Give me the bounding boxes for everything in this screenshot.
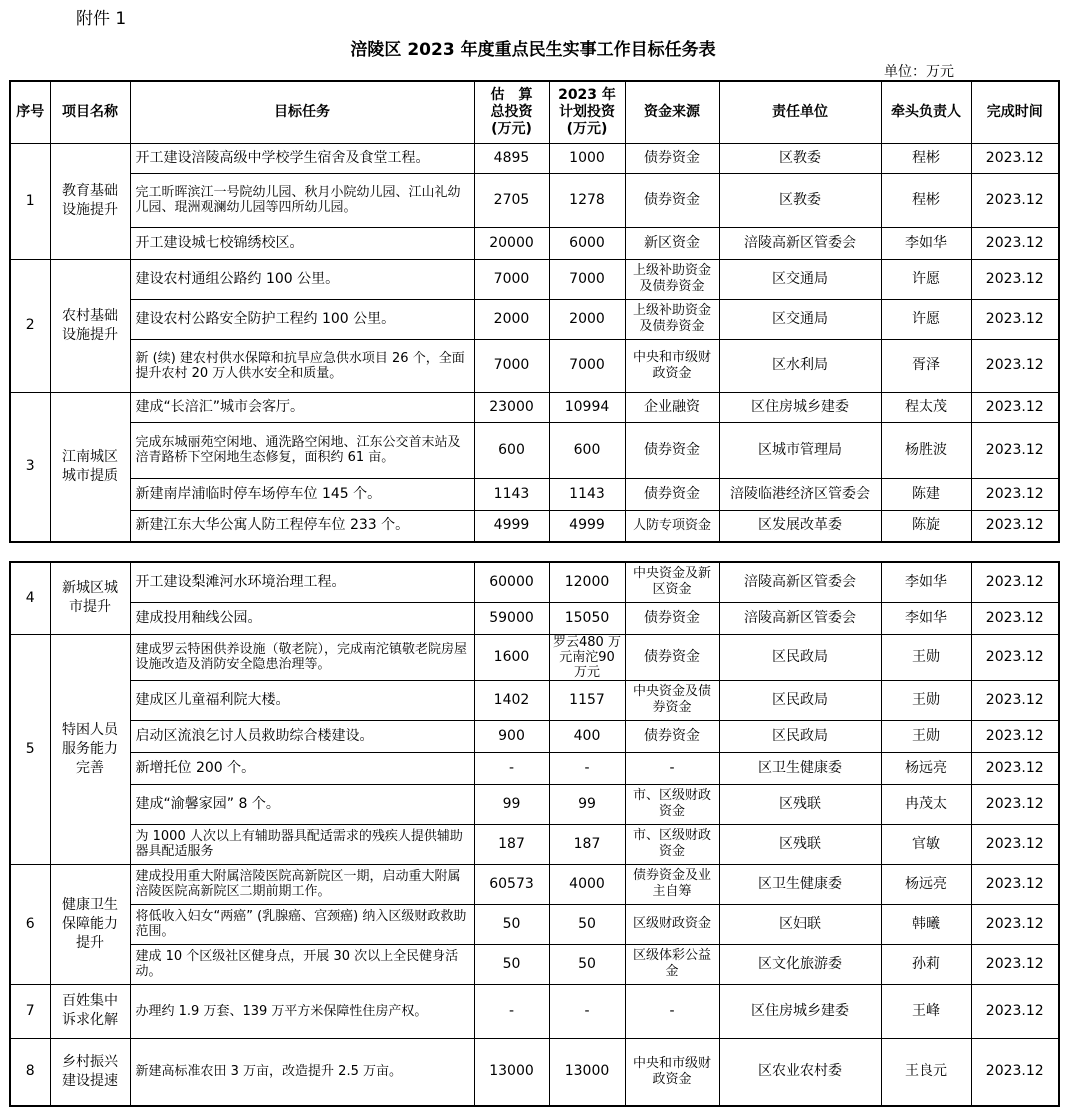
total-investment-cell: 4999 xyxy=(474,510,549,542)
total-investment-cell: 50 xyxy=(474,944,549,984)
plan-investment-cell: - xyxy=(549,984,625,1038)
group-number: 6 xyxy=(10,864,50,984)
plan-investment-cell: 50 xyxy=(549,904,625,944)
total-investment-cell: 900 xyxy=(474,720,549,752)
leader-cell: 王峰 xyxy=(881,984,971,1038)
leader-cell: 王勋 xyxy=(881,634,971,680)
leader-cell: 程彬 xyxy=(881,173,971,227)
leader-cell: 杨胜波 xyxy=(881,422,971,478)
leader-cell: 冉茂太 xyxy=(881,784,971,824)
total-investment-cell: 1143 xyxy=(474,478,549,510)
table-row xyxy=(10,634,1059,680)
page-title: 涪陵区 2023 年度重点民生实事工作目标任务表 xyxy=(350,40,716,60)
completion-time-cell: 2023.12 xyxy=(971,944,1059,984)
completion-time-cell: 2023.12 xyxy=(971,339,1059,392)
task-cell: 开工建设城七校锦绣校区。 xyxy=(130,227,474,259)
fund-source-cell: 债券资金 xyxy=(625,478,719,510)
task-cell: 新增托位 200 个。 xyxy=(130,752,474,784)
leader-cell: 官敏 xyxy=(881,824,971,864)
table-row xyxy=(10,602,1059,634)
plan-investment-cell: 50 xyxy=(549,944,625,984)
task-cell: 完成东城丽苑空闲地、通洗路空闲地、江东公交首末站及涪青路桥下空闲地生态修复，面积约 61 亩。 xyxy=(130,422,474,478)
completion-time-cell: 2023.12 xyxy=(971,510,1059,542)
responsible-unit-cell: 区文化旅游委 xyxy=(719,944,881,984)
total-investment-cell: 50 xyxy=(474,904,549,944)
responsible-unit-cell: 区残联 xyxy=(719,784,881,824)
responsible-unit-cell: 区交通局 xyxy=(719,299,881,339)
total-investment-cell: 60000 xyxy=(474,562,549,602)
group-name: 乡村振兴建设提速 xyxy=(50,1038,130,1106)
plan-investment-cell: 1143 xyxy=(549,478,625,510)
col-project: 项目名称 xyxy=(50,81,130,143)
completion-time-cell: 2023.12 xyxy=(971,227,1059,259)
completion-time-cell: 2023.12 xyxy=(971,299,1059,339)
total-investment-cell: 187 xyxy=(474,824,549,864)
task-cell: 建成 10 个区级社区健身点，开展 30 次以上全民健身活动。 xyxy=(130,944,474,984)
col-plan xyxy=(549,81,625,143)
col-total-l1: 估 算 xyxy=(490,86,533,103)
group-number: 7 xyxy=(10,984,50,1038)
leader-cell: 韩曦 xyxy=(881,904,971,944)
task-table-part-2 xyxy=(9,561,1060,1107)
fund-source-cell: 债券资金 xyxy=(625,422,719,478)
total-investment-cell: 2705 xyxy=(474,173,549,227)
group-number: 4 xyxy=(10,562,50,634)
plan-investment-cell: 400 xyxy=(549,720,625,752)
completion-time-cell: 2023.12 xyxy=(971,392,1059,422)
table-row xyxy=(10,510,1059,542)
completion-time-cell: 2023.12 xyxy=(971,478,1059,510)
completion-time-cell: 2023.12 xyxy=(971,864,1059,904)
group-name: 健康卫生保障能力提升 xyxy=(50,864,130,984)
col-plan-l2: 计划投资 xyxy=(559,103,615,120)
fund-source-cell: 新区资金 xyxy=(625,227,719,259)
leader-cell: 杨远亮 xyxy=(881,864,971,904)
total-investment-cell: 23000 xyxy=(474,392,549,422)
responsible-unit-cell: 区教委 xyxy=(719,173,881,227)
total-investment-cell: 4895 xyxy=(474,143,549,173)
plan-investment-cell: 1000 xyxy=(549,143,625,173)
total-investment-cell: 1600 xyxy=(474,634,549,680)
col-plan-l3: (万元) xyxy=(566,120,608,137)
completion-time-cell: 2023.12 xyxy=(971,1038,1059,1106)
col-fund: 资金来源 xyxy=(625,81,719,143)
table-row xyxy=(10,984,1059,1038)
total-investment-cell: 60573 xyxy=(474,864,549,904)
responsible-unit-cell: 区农业农村委 xyxy=(719,1038,881,1106)
plan-investment-cell: 4000 xyxy=(549,864,625,904)
plan-investment-cell: 15050 xyxy=(549,602,625,634)
plan-investment-cell: 1157 xyxy=(549,680,625,720)
fund-source-cell: 人防专项资金 xyxy=(625,510,719,542)
task-cell: 将低收入妇女“两癌” (乳腺癌、宫颈癌) 纳入区级财政救助范围。 xyxy=(130,904,474,944)
task-cell: 办理约 1.9 万套、139 万平方米保障性住房产权。 xyxy=(130,984,474,1038)
completion-time-cell: 2023.12 xyxy=(971,173,1059,227)
col-dept: 责任单位 xyxy=(719,81,881,143)
completion-time-cell: 2023.12 xyxy=(971,602,1059,634)
total-investment-cell: 2000 xyxy=(474,299,549,339)
task-cell: 建成“长涪汇”城市会客厅。 xyxy=(130,392,474,422)
total-investment-cell: 13000 xyxy=(474,1038,549,1106)
completion-time-cell: 2023.12 xyxy=(971,784,1059,824)
responsible-unit-cell: 区妇联 xyxy=(719,904,881,944)
table-row xyxy=(10,720,1059,752)
responsible-unit-cell: 区发展改革委 xyxy=(719,510,881,542)
col-total-l2: 总投资 xyxy=(490,103,533,120)
completion-time-cell: 2023.12 xyxy=(971,904,1059,944)
plan-investment-cell: 10994 xyxy=(549,392,625,422)
fund-source-cell: 债券资金 xyxy=(625,143,719,173)
table-header-row xyxy=(10,81,1059,143)
plan-investment-cell: 1278 xyxy=(549,173,625,227)
total-investment-cell: 59000 xyxy=(474,602,549,634)
completion-time-cell: 2023.12 xyxy=(971,259,1059,299)
responsible-unit-cell: 区卫生健康委 xyxy=(719,864,881,904)
fund-source-cell: 市、区级财政资金 xyxy=(625,784,719,824)
table-row xyxy=(10,904,1059,944)
fund-source-cell: 债券资金 xyxy=(625,173,719,227)
fund-source-cell: 区级财政资金 xyxy=(625,904,719,944)
col-task: 目标任务 xyxy=(130,81,474,143)
group-number: 1 xyxy=(10,143,50,259)
fund-source-cell: 上级补助资金及债券资金 xyxy=(625,259,719,299)
fund-source-cell: 债券资金 xyxy=(625,720,719,752)
group-number: 5 xyxy=(10,634,50,864)
table-row xyxy=(10,259,1059,299)
completion-time-cell: 2023.12 xyxy=(971,720,1059,752)
responsible-unit-cell: 区住房城乡建委 xyxy=(719,984,881,1038)
task-cell: 为 1000 人次以上有辅助器具配适需求的残疾人提供辅助器具配适服务 xyxy=(130,824,474,864)
leader-cell: 胥泽 xyxy=(881,339,971,392)
table-page-break xyxy=(9,548,1058,561)
responsible-unit-cell: 区残联 xyxy=(719,824,881,864)
group-number: 2 xyxy=(10,259,50,392)
table-row xyxy=(10,173,1059,227)
responsible-unit-cell: 区城市管理局 xyxy=(719,422,881,478)
completion-time-cell: 2023.12 xyxy=(971,984,1059,1038)
table-row xyxy=(10,562,1059,602)
leader-cell: 许愿 xyxy=(881,259,971,299)
leader-cell: 程太茂 xyxy=(881,392,971,422)
col-no: 序号 xyxy=(10,81,50,143)
group-name: 教育基础设施提升 xyxy=(50,143,130,259)
total-investment-cell: 1402 xyxy=(474,680,549,720)
col-total-l3: (万元) xyxy=(491,120,532,137)
total-investment-cell: 7000 xyxy=(474,339,549,392)
leader-cell: 王勋 xyxy=(881,720,971,752)
total-investment-cell: 600 xyxy=(474,422,549,478)
leader-cell: 孙莉 xyxy=(881,944,971,984)
plan-investment-cell: 7000 xyxy=(549,259,625,299)
unit-label: 单位：万元 xyxy=(884,64,954,80)
completion-time-cell: 2023.12 xyxy=(971,634,1059,680)
task-cell: 新 (续) 建农村供水保障和抗旱应急供水项目 26 个，全面提升农村 20 万人供水安全和质量。 xyxy=(130,339,474,392)
plan-investment-cell: 7000 xyxy=(549,339,625,392)
leader-cell: 王良元 xyxy=(881,1038,971,1106)
fund-source-cell: 中央和市级财政资金 xyxy=(625,1038,719,1106)
task-cell: 开工建设梨滩河水环境治理工程。 xyxy=(130,562,474,602)
fund-source-cell: 企业融资 xyxy=(625,392,719,422)
fund-source-cell: 区级体彩公益金 xyxy=(625,944,719,984)
leader-cell: 陈旋 xyxy=(881,510,971,542)
table-row xyxy=(10,227,1059,259)
responsible-unit-cell: 涪陵高新区管委会 xyxy=(719,602,881,634)
task-cell: 新建南岸浦临时停车场停车位 145 个。 xyxy=(130,478,474,510)
plan-investment-cell: 600 xyxy=(549,422,625,478)
responsible-unit-cell: 区教委 xyxy=(719,143,881,173)
responsible-unit-cell: 区民政局 xyxy=(719,720,881,752)
table-row xyxy=(10,944,1059,984)
table-row xyxy=(10,680,1059,720)
group-name: 特困人员服务能力完善 xyxy=(50,634,130,864)
group-name: 新城区城市提升 xyxy=(50,562,130,634)
table-row xyxy=(10,143,1059,173)
completion-time-cell: 2023.12 xyxy=(971,824,1059,864)
table-row xyxy=(10,752,1059,784)
plan-investment-cell: 187 xyxy=(549,824,625,864)
fund-source-cell: 中央资金及新区资金 xyxy=(625,562,719,602)
table-row xyxy=(10,864,1059,904)
responsible-unit-cell: 区民政局 xyxy=(719,680,881,720)
task-cell: 建成投用釉线公园。 xyxy=(130,602,474,634)
fund-source-cell: - xyxy=(625,984,719,1038)
fund-source-cell: 债券资金及业主自筹 xyxy=(625,864,719,904)
task-cell: 建成罗云特困供养设施（敬老院），完成南沱镇敬老院房屋设施改造及消防安全隐患治理等。 xyxy=(130,634,474,680)
table-row xyxy=(10,478,1059,510)
group-name: 江南城区城市提质 xyxy=(50,392,130,542)
fund-source-cell: 债券资金 xyxy=(625,602,719,634)
responsible-unit-cell: 区民政局 xyxy=(719,634,881,680)
responsible-unit-cell: 涪陵临港经济区管委会 xyxy=(719,478,881,510)
table-row xyxy=(10,299,1059,339)
table-row xyxy=(10,1038,1059,1106)
task-cell: 开工建设涪陵高级中学校学生宿舍及食堂工程。 xyxy=(130,143,474,173)
responsible-unit-cell: 区住房城乡建委 xyxy=(719,392,881,422)
fund-source-cell: 市、区级财政资金 xyxy=(625,824,719,864)
total-investment-cell: 7000 xyxy=(474,259,549,299)
group-number: 8 xyxy=(10,1038,50,1106)
task-cell: 建成区儿童福利院大楼。 xyxy=(130,680,474,720)
table-row xyxy=(10,784,1059,824)
task-cell: 完工昕晖滨江一号院幼儿园、秋月小院幼儿园、江山礼幼儿园、琨洲观澜幼儿园等四所幼儿园。 xyxy=(130,173,474,227)
responsible-unit-cell: 区交通局 xyxy=(719,259,881,299)
col-total xyxy=(474,81,549,143)
task-table-part-1 xyxy=(9,80,1060,543)
responsible-unit-cell: 涪陵高新区管委会 xyxy=(719,562,881,602)
leader-cell: 许愿 xyxy=(881,299,971,339)
leader-cell: 王勋 xyxy=(881,680,971,720)
total-investment-cell: 99 xyxy=(474,784,549,824)
plan-investment-cell: 4999 xyxy=(549,510,625,542)
task-cell: 建设农村通组公路约 100 公里。 xyxy=(130,259,474,299)
leader-cell: 李如华 xyxy=(881,227,971,259)
col-plan-l1: 2023 年 xyxy=(558,86,616,103)
leader-cell: 程彬 xyxy=(881,143,971,173)
task-cell: 启动区流浪乞讨人员救助综合楼建设。 xyxy=(130,720,474,752)
completion-time-cell: 2023.12 xyxy=(971,752,1059,784)
fund-source-cell: 中央资金及债券资金 xyxy=(625,680,719,720)
fund-source-cell: 中央和市级财政资金 xyxy=(625,339,719,392)
total-investment-cell: - xyxy=(474,752,549,784)
fund-source-cell: 债券资金 xyxy=(625,634,719,680)
leader-cell: 李如华 xyxy=(881,562,971,602)
plan-investment-cell: 99 xyxy=(549,784,625,824)
completion-time-cell: 2023.12 xyxy=(971,143,1059,173)
responsible-unit-cell: 涪陵高新区管委会 xyxy=(719,227,881,259)
completion-time-cell: 2023.12 xyxy=(971,562,1059,602)
leader-cell: 杨远亮 xyxy=(881,752,971,784)
col-time: 完成时间 xyxy=(971,81,1059,143)
task-cell: 建成“渝馨家园” 8 个。 xyxy=(130,784,474,824)
fund-source-cell: - xyxy=(625,752,719,784)
plan-investment-cell: - xyxy=(549,752,625,784)
group-name: 百姓集中诉求化解 xyxy=(50,984,130,1038)
leader-cell: 陈建 xyxy=(881,478,971,510)
table-row xyxy=(10,824,1059,864)
task-cell: 新建江东大华公寓人防工程停车位 233 个。 xyxy=(130,510,474,542)
table-row xyxy=(10,422,1059,478)
responsible-unit-cell: 区卫生健康委 xyxy=(719,752,881,784)
completion-time-cell: 2023.12 xyxy=(971,422,1059,478)
plan-investment-cell: 6000 xyxy=(549,227,625,259)
group-name: 农村基础设施提升 xyxy=(50,259,130,392)
table-row xyxy=(10,392,1059,422)
total-investment-cell: - xyxy=(474,984,549,1038)
plan-investment-cell: 2000 xyxy=(549,299,625,339)
task-cell: 新建高标准农田 3 万亩，改造提升 2.5 万亩。 xyxy=(130,1038,474,1106)
plan-investment-cell: 13000 xyxy=(549,1038,625,1106)
plan-investment-cell: 12000 xyxy=(549,562,625,602)
completion-time-cell: 2023.12 xyxy=(971,680,1059,720)
task-cell: 建成投用重大附属涪陵医院高新院区一期，启动重大附属涪陵医院高新院区二期前期工作。 xyxy=(130,864,474,904)
plan-investment-cell: 罗云480 万元南沱90 万元 xyxy=(549,634,625,680)
table-row xyxy=(10,339,1059,392)
group-number: 3 xyxy=(10,392,50,542)
responsible-unit-cell: 区水利局 xyxy=(719,339,881,392)
attachment-label: 附件 1 xyxy=(76,9,127,29)
fund-source-cell: 上级补助资金及债券资金 xyxy=(625,299,719,339)
leader-cell: 李如华 xyxy=(881,602,971,634)
total-investment-cell: 20000 xyxy=(474,227,549,259)
col-leader: 牵头负责人 xyxy=(881,81,971,143)
task-cell: 建设农村公路安全防护工程约 100 公里。 xyxy=(130,299,474,339)
